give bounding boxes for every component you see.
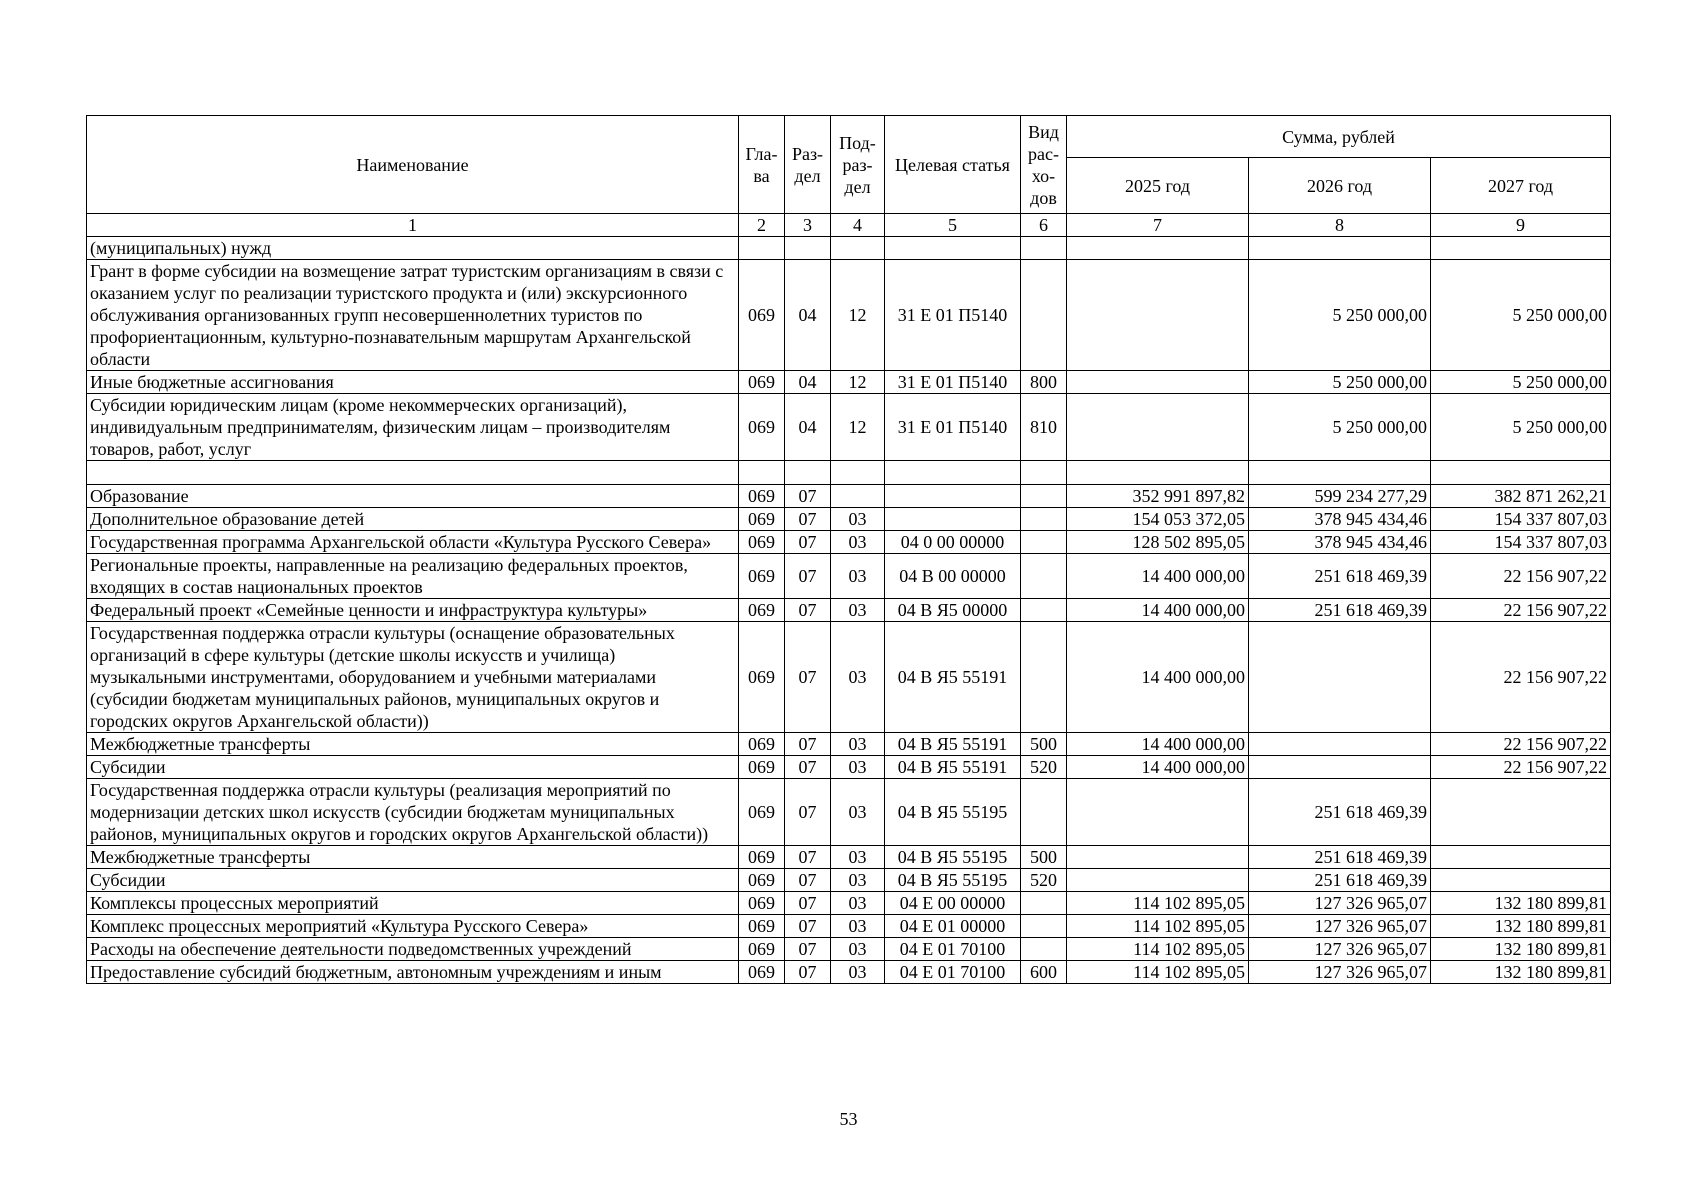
glava-cell: 069 [739, 371, 785, 394]
amount-2025-cell: 14 400 000,00 [1067, 622, 1249, 733]
amount-2025-cell: 14 400 000,00 [1067, 756, 1249, 779]
row-name-cell: Федеральный проект «Семейные ценности и инфраструктура культуры» [87, 599, 739, 622]
target-article-cell: 04 В Я5 00000 [885, 599, 1021, 622]
amount-2026-cell: 251 618 469,39 [1249, 869, 1431, 892]
colnum: 5 [885, 214, 1021, 237]
podrazdel-cell: 03 [831, 622, 885, 733]
amount-2027-cell: 132 180 899,81 [1431, 892, 1611, 915]
colnum: 9 [1431, 214, 1611, 237]
glava-cell: 069 [739, 622, 785, 733]
amount-2025-cell: 14 400 000,00 [1067, 554, 1249, 599]
expense-type-cell: 600 [1021, 961, 1067, 984]
amount-2026-cell: 127 326 965,07 [1249, 915, 1431, 938]
amount-2027-cell [1431, 461, 1611, 485]
target-article-cell: 04 Е 00 00000 [885, 892, 1021, 915]
target-article-cell: 04 Е 01 70100 [885, 961, 1021, 984]
expense-type-cell [1021, 461, 1067, 485]
glava-cell: 069 [739, 554, 785, 599]
amount-2025-cell: 114 102 895,05 [1067, 915, 1249, 938]
podrazdel-cell [831, 461, 885, 485]
amount-2027-cell [1431, 846, 1611, 869]
table-row [87, 485, 1611, 508]
expense-type-cell [1021, 531, 1067, 554]
header-razdel: Раз-дел [785, 116, 831, 214]
amount-2027-cell: 132 180 899,81 [1431, 961, 1611, 984]
amount-2025-cell [1067, 846, 1249, 869]
target-article-cell: 04 Е 01 00000 [885, 915, 1021, 938]
target-article-cell: 31 Е 01 П5140 [885, 394, 1021, 461]
row-name-cell: Грант в форме субсидии на возмещение затрат туристским организациям в связи с оказанием услуг по реализации туристского продукта и (или) экскурсионного обслуживания организованных групп несовершеннолетних туристов по профориентационным, культурно-познавательным маршрутам Архангельской области [87, 260, 739, 371]
amount-2027-cell: 22 156 907,22 [1431, 622, 1611, 733]
amount-2025-cell: 154 053 372,05 [1067, 508, 1249, 531]
row-name-cell: Образование [87, 485, 739, 508]
razdel-cell: 07 [785, 599, 831, 622]
header-podrazdel: Под-раз-дел [831, 116, 885, 214]
header-tselevaya: Целевая статья [885, 116, 1021, 214]
razdel-cell: 07 [785, 733, 831, 756]
target-article-cell [885, 461, 1021, 485]
table-row [87, 531, 1611, 554]
expense-type-cell [1021, 485, 1067, 508]
podrazdel-cell: 03 [831, 599, 885, 622]
podrazdel-cell: 12 [831, 394, 885, 461]
razdel-cell: 04 [785, 394, 831, 461]
row-name-cell: Региональные проекты, направленные на реализацию федеральных проектов, входящих в состав национальных проектов [87, 554, 739, 599]
amount-2027-cell: 22 156 907,22 [1431, 554, 1611, 599]
expense-type-cell: 500 [1021, 733, 1067, 756]
amount-2027-cell: 5 250 000,00 [1431, 260, 1611, 371]
amount-2025-cell: 352 991 897,82 [1067, 485, 1249, 508]
table-row [87, 733, 1611, 756]
amount-2027-cell: 154 337 807,03 [1431, 508, 1611, 531]
table-row [87, 756, 1611, 779]
amount-2027-cell: 132 180 899,81 [1431, 915, 1611, 938]
amount-2026-cell: 251 618 469,39 [1249, 554, 1431, 599]
glava-cell: 069 [739, 485, 785, 508]
amount-2027-cell: 22 156 907,22 [1431, 756, 1611, 779]
amount-2026-cell: 127 326 965,07 [1249, 938, 1431, 961]
table-row [87, 461, 1611, 485]
target-article-cell: 04 0 00 00000 [885, 531, 1021, 554]
amount-2027-cell: 5 250 000,00 [1431, 371, 1611, 394]
header-2025: 2025 год [1067, 158, 1249, 214]
row-name-cell: Иные бюджетные ассигнования [87, 371, 739, 394]
amount-2027-cell: 154 337 807,03 [1431, 531, 1611, 554]
amount-2026-cell [1249, 733, 1431, 756]
amount-2026-cell: 5 250 000,00 [1249, 394, 1431, 461]
amount-2026-cell [1249, 237, 1431, 260]
table-row [87, 779, 1611, 846]
amount-2026-cell [1249, 622, 1431, 733]
podrazdel-cell: 03 [831, 938, 885, 961]
glava-cell: 069 [739, 846, 785, 869]
target-article-cell: 04 В Я5 55195 [885, 846, 1021, 869]
podrazdel-cell: 03 [831, 846, 885, 869]
row-name-cell: Расходы на обеспечение деятельности подведомственных учреждений [87, 938, 739, 961]
header-vid: Вид рас-хо-дов [1021, 116, 1067, 214]
table-row [87, 869, 1611, 892]
table-row [87, 237, 1611, 260]
glava-cell [739, 237, 785, 260]
header-2027: 2027 год [1431, 158, 1611, 214]
header-2026: 2026 год [1249, 158, 1431, 214]
razdel-cell: 07 [785, 622, 831, 733]
amount-2026-cell: 251 618 469,39 [1249, 599, 1431, 622]
row-name-cell: Межбюджетные трансферты [87, 846, 739, 869]
amount-2027-cell: 382 871 262,21 [1431, 485, 1611, 508]
podrazdel-cell: 03 [831, 756, 885, 779]
glava-cell: 069 [739, 756, 785, 779]
expense-type-cell: 500 [1021, 846, 1067, 869]
podrazdel-cell [831, 485, 885, 508]
amount-2026-cell: 5 250 000,00 [1249, 371, 1431, 394]
razdel-cell: 07 [785, 554, 831, 599]
header-summa: Сумма, рублей [1067, 116, 1611, 158]
podrazdel-cell: 03 [831, 531, 885, 554]
amount-2027-cell [1431, 237, 1611, 260]
razdel-cell: 07 [785, 938, 831, 961]
amount-2027-cell: 22 156 907,22 [1431, 733, 1611, 756]
expense-type-cell: 800 [1021, 371, 1067, 394]
table-row [87, 961, 1611, 984]
podrazdel-cell: 03 [831, 508, 885, 531]
podrazdel-cell: 03 [831, 961, 885, 984]
razdel-cell: 07 [785, 779, 831, 846]
expense-type-cell [1021, 779, 1067, 846]
amount-2025-cell [1067, 371, 1249, 394]
amount-2027-cell: 132 180 899,81 [1431, 938, 1611, 961]
table-row [87, 846, 1611, 869]
amount-2026-cell: 251 618 469,39 [1249, 846, 1431, 869]
razdel-cell: 07 [785, 531, 831, 554]
glava-cell: 069 [739, 531, 785, 554]
razdel-cell: 07 [785, 485, 831, 508]
table-row [87, 599, 1611, 622]
colnum: 7 [1067, 214, 1249, 237]
row-name-cell [87, 461, 739, 485]
table-row [87, 260, 1611, 371]
podrazdel-cell: 03 [831, 915, 885, 938]
amount-2026-cell: 5 250 000,00 [1249, 260, 1431, 371]
row-name-cell: Субсидии [87, 756, 739, 779]
razdel-cell [785, 237, 831, 260]
amount-2027-cell: 22 156 907,22 [1431, 599, 1611, 622]
row-name-cell: Комплекс процессных мероприятий «Культура Русского Севера» [87, 915, 739, 938]
row-name-cell: Дополнительное образование детей [87, 508, 739, 531]
header-glava: Гла-ва [739, 116, 785, 214]
razdel-cell: 07 [785, 846, 831, 869]
razdel-cell [785, 461, 831, 485]
amount-2025-cell [1067, 394, 1249, 461]
amount-2025-cell: 14 400 000,00 [1067, 599, 1249, 622]
expense-type-cell [1021, 892, 1067, 915]
glava-cell: 069 [739, 869, 785, 892]
colnum: 4 [831, 214, 885, 237]
expense-type-cell: 520 [1021, 869, 1067, 892]
glava-cell: 069 [739, 260, 785, 371]
amount-2025-cell [1067, 779, 1249, 846]
amount-2025-cell: 114 102 895,05 [1067, 938, 1249, 961]
table-row [87, 554, 1611, 599]
colnum: 3 [785, 214, 831, 237]
target-article-cell: 04 В Я5 55191 [885, 756, 1021, 779]
table-row [87, 508, 1611, 531]
target-article-cell: 04 Е 01 70100 [885, 938, 1021, 961]
amount-2026-cell [1249, 461, 1431, 485]
amount-2025-cell [1067, 260, 1249, 371]
amount-2026-cell: 127 326 965,07 [1249, 892, 1431, 915]
table-row [87, 622, 1611, 733]
podrazdel-cell: 03 [831, 779, 885, 846]
razdel-cell: 04 [785, 371, 831, 394]
target-article-cell [885, 508, 1021, 531]
target-article-cell: 04 В Я5 55191 [885, 733, 1021, 756]
expense-type-cell [1021, 622, 1067, 733]
expense-type-cell [1021, 260, 1067, 371]
table-row [87, 938, 1611, 961]
glava-cell: 069 [739, 915, 785, 938]
amount-2026-cell [1249, 756, 1431, 779]
razdel-cell: 07 [785, 869, 831, 892]
amount-2025-cell [1067, 237, 1249, 260]
podrazdel-cell: 12 [831, 371, 885, 394]
razdel-cell: 07 [785, 756, 831, 779]
glava-cell: 069 [739, 938, 785, 961]
podrazdel-cell: 03 [831, 892, 885, 915]
razdel-cell: 07 [785, 892, 831, 915]
razdel-cell: 07 [785, 915, 831, 938]
razdel-cell: 07 [785, 508, 831, 531]
glava-cell: 069 [739, 394, 785, 461]
expense-type-cell [1021, 554, 1067, 599]
row-name-cell: Субсидии [87, 869, 739, 892]
target-article-cell: 04 В Я5 55195 [885, 779, 1021, 846]
expense-type-cell [1021, 599, 1067, 622]
glava-cell: 069 [739, 892, 785, 915]
colnum: 8 [1249, 214, 1431, 237]
expense-type-cell [1021, 938, 1067, 961]
table-row [87, 915, 1611, 938]
table-row [87, 371, 1611, 394]
amount-2026-cell: 251 618 469,39 [1249, 779, 1431, 846]
expense-type-cell: 810 [1021, 394, 1067, 461]
amount-2025-cell: 114 102 895,05 [1067, 961, 1249, 984]
row-name-cell: Межбюджетные трансферты [87, 733, 739, 756]
page-number: 53 [839, 1109, 858, 1129]
row-name-cell: Государственная поддержка отрасли культуры (реализация мероприятий по модернизации детских школ искусств (субсидии бюджетам муниципальных районов, муниципальных округов и городских округов Архангельской области)) [87, 779, 739, 846]
glava-cell: 069 [739, 733, 785, 756]
amount-2025-cell [1067, 869, 1249, 892]
razdel-cell: 04 [785, 260, 831, 371]
amount-2025-cell: 114 102 895,05 [1067, 892, 1249, 915]
target-article-cell: 31 Е 01 П5140 [885, 371, 1021, 394]
target-article-cell: 04 В 00 00000 [885, 554, 1021, 599]
colnum: 6 [1021, 214, 1067, 237]
expense-type-cell [1021, 237, 1067, 260]
target-article-cell [885, 485, 1021, 508]
amount-2025-cell [1067, 461, 1249, 485]
podrazdel-cell: 03 [831, 869, 885, 892]
header-name: Наименование [87, 116, 739, 214]
target-article-cell: 04 В Я5 55195 [885, 869, 1021, 892]
expense-type-cell [1021, 508, 1067, 531]
row-name-cell: Государственная поддержка отрасли культуры (оснащение образовательных организаций в сфере культуры (детские школы искусств и училища) музыкальными инструментами, оборудованием и учебными материалами (субсидии бюджетам муниципальных районов, муниципальных округов и городских округов Архангельской области)) [87, 622, 739, 733]
table-body [87, 237, 1611, 984]
amount-2025-cell: 128 502 895,05 [1067, 531, 1249, 554]
amount-2026-cell: 599 234 277,29 [1249, 485, 1431, 508]
table-row [87, 394, 1611, 461]
amount-2026-cell: 378 945 434,46 [1249, 531, 1431, 554]
expense-type-cell: 520 [1021, 756, 1067, 779]
amount-2026-cell: 127 326 965,07 [1249, 961, 1431, 984]
razdel-cell: 07 [785, 961, 831, 984]
podrazdel-cell [831, 237, 885, 260]
glava-cell [739, 461, 785, 485]
amount-2027-cell [1431, 869, 1611, 892]
amount-2026-cell: 378 945 434,46 [1249, 508, 1431, 531]
podrazdel-cell: 03 [831, 733, 885, 756]
row-name-cell: Комплексы процессных мероприятий [87, 892, 739, 915]
row-name-cell: Государственная программа Архангельской области «Культура Русского Севера» [87, 531, 739, 554]
target-article-cell: 31 Е 01 П5140 [885, 260, 1021, 371]
colnum: 1 [87, 214, 739, 237]
glava-cell: 069 [739, 599, 785, 622]
colnum: 2 [739, 214, 785, 237]
glava-cell: 069 [739, 961, 785, 984]
glava-cell: 069 [739, 779, 785, 846]
row-name-cell: (муниципальных) нужд [87, 237, 739, 260]
expense-type-cell [1021, 915, 1067, 938]
budget-table [86, 115, 1611, 984]
target-article-cell: 04 В Я5 55191 [885, 622, 1021, 733]
row-name-cell: Предоставление субсидий бюджетным, автономным учреждениям и иным [87, 961, 739, 984]
column-number-row [87, 214, 1611, 237]
amount-2027-cell [1431, 779, 1611, 846]
row-name-cell: Субсидии юридическим лицам (кроме некоммерческих организаций), индивидуальным предпринимателям, физическим лицам – производителям товаров, работ, услуг [87, 394, 739, 461]
amount-2025-cell: 14 400 000,00 [1067, 733, 1249, 756]
target-article-cell [885, 237, 1021, 260]
table-row [87, 892, 1611, 915]
podrazdel-cell: 03 [831, 554, 885, 599]
glava-cell: 069 [739, 508, 785, 531]
podrazdel-cell: 12 [831, 260, 885, 371]
amount-2027-cell: 5 250 000,00 [1431, 394, 1611, 461]
